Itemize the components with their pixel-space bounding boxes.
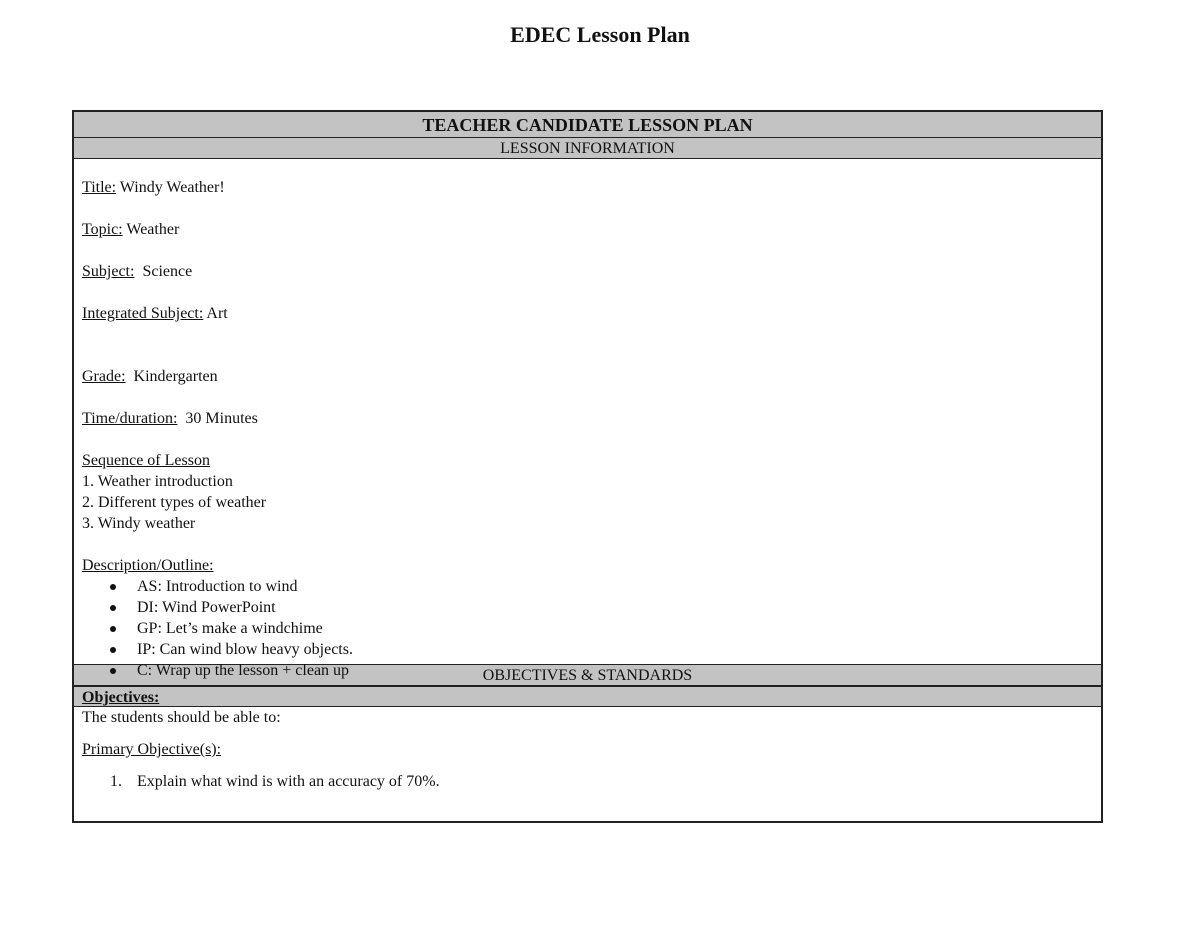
description-bullet: C: Wrap up the lesson + clean up: [110, 660, 1093, 681]
title-label: Title:: [82, 179, 117, 196]
subject-field: [82, 261, 1093, 282]
integrated-subject-label: Integrated Subject:: [82, 305, 204, 322]
subject-label: Subject:: [82, 263, 135, 280]
description-bullet: DI: Wind PowerPoint: [110, 597, 1093, 618]
time-duration-label: Time/duration:: [82, 410, 178, 427]
lesson-information-header: LESSON INFORMATION: [74, 138, 1101, 159]
subject-value: Science: [134, 263, 193, 280]
primary-objectives-list: [82, 771, 1093, 792]
objectives-label: Objectives:: [82, 689, 160, 706]
sequence-label-line: [82, 450, 1093, 471]
sequence-item: 2. Different types of weather: [82, 494, 267, 511]
bullet-dot-icon: [110, 668, 116, 674]
time-duration-value: 30 Minutes: [177, 410, 258, 427]
topic-value: Weather: [122, 221, 180, 238]
primary-objective-item: [110, 771, 1093, 792]
sequence-item: 1. Weather introduction: [82, 473, 233, 490]
bullet-dot-icon: [110, 605, 116, 611]
lesson-plan-table: [72, 110, 1103, 823]
grade-value: Kindergarten: [125, 368, 218, 385]
objective-number: 1.: [110, 773, 122, 790]
description-bullet: GP: Let’s make a windchime: [110, 618, 1093, 639]
document-title: EDEC Lesson Plan: [510, 22, 690, 47]
description-bullet: IP: Can wind blow heavy objects.: [110, 639, 1093, 660]
bullet-dot-icon: [110, 647, 116, 653]
integrated-subject-field: [82, 303, 1093, 324]
objectives-label-bar: [74, 686, 1101, 707]
integrated-subject-value: Art: [203, 305, 228, 322]
objectives-standards-header: OBJECTIVES & STANDARDS: [74, 664, 1101, 686]
title-field: [82, 177, 1093, 198]
topic-field: [82, 219, 1093, 240]
primary-objectives-label: Primary Objective(s):: [82, 741, 222, 758]
time-duration-field: [82, 408, 1093, 429]
description-bullet-list: [82, 576, 1093, 681]
description-label-line: [82, 555, 1093, 576]
description-label: Description/Outline:: [82, 557, 214, 574]
bullet-dot-icon: [110, 626, 116, 632]
bullet-dot-icon: [110, 584, 116, 590]
objectives-intro: The students should be able to:: [82, 709, 281, 726]
grade-label: Grade:: [82, 368, 126, 385]
plan-main-header: TEACHER CANDIDATE LESSON PLAN: [74, 112, 1101, 138]
topic-label: Topic:: [82, 221, 123, 238]
objectives-section: [74, 707, 1101, 821]
description-bullet: AS: Introduction to wind: [110, 576, 1093, 597]
sequence-label: Sequence of Lesson: [82, 452, 210, 469]
sequence-item: 3. Windy weather: [82, 515, 196, 532]
title-value: Windy Weather!: [116, 179, 225, 196]
objective-text: Explain what wind is with an accuracy of 70%.: [137, 773, 440, 790]
primary-objectives-label-line: [82, 739, 1093, 760]
grade-field: [82, 366, 1093, 387]
